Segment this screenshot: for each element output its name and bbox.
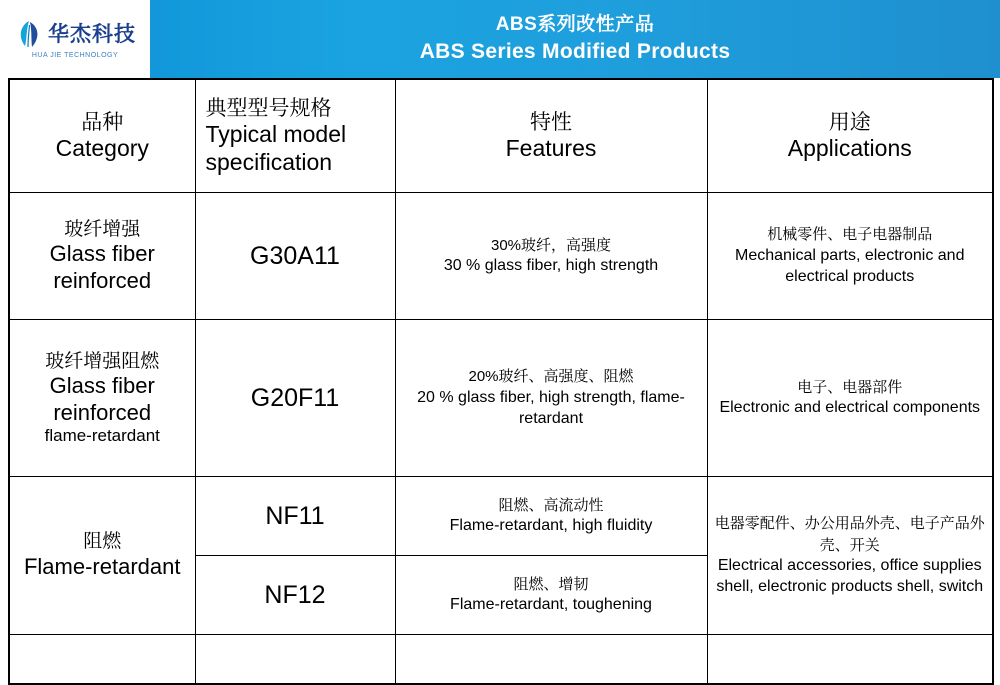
category-cn: 玻纤增强	[64, 218, 141, 240]
page-title-cn: ABS系列改性产品	[495, 14, 655, 35]
applications-en: Mechanical parts, electronic and electrical products	[735, 247, 965, 285]
cell-model: NF11	[195, 477, 395, 556]
features-cn: 阻燃、增韧	[513, 575, 589, 593]
cell-category	[9, 320, 195, 477]
features-cn: 20%玻纤、高强度、阻燃	[468, 368, 634, 386]
cell-applications	[707, 193, 993, 320]
spec-table-container	[0, 78, 1000, 656]
table-row	[9, 193, 993, 320]
cell-category	[9, 477, 195, 635]
column-header-model	[195, 79, 395, 193]
applications-en: Electrical accessories, office supplies shell, electronic products shell, switch	[716, 557, 984, 596]
features-en: Flame-retardant, high fluidity	[449, 517, 653, 535]
cell-model: NF12	[195, 556, 395, 635]
applications-cn: 电器零配件、办公用品外壳、电子产品外壳、开关	[714, 514, 985, 554]
cell-model: G30A11	[195, 193, 395, 320]
column-header-category-cn: 品种	[81, 110, 124, 134]
column-header-model-cn: 典型型号规格	[205, 96, 332, 120]
category-en-secondary: flame-retardant	[44, 426, 160, 446]
leaf-logo-icon	[14, 19, 44, 49]
table-row	[9, 320, 993, 477]
table-header-row	[9, 79, 993, 193]
page-title-en: ABS Series Modified Products	[419, 39, 731, 63]
header-title-block	[150, 0, 1000, 78]
column-header-category	[9, 79, 195, 193]
spec-table	[8, 78, 994, 685]
category-cn: 阻燃	[83, 531, 122, 553]
column-header-features-en: Features	[505, 134, 597, 161]
category-en: Flame-retardant	[23, 554, 181, 580]
cell-features	[395, 193, 707, 320]
features-en: 20 % glass fiber, high strength, flame-retardant	[417, 389, 685, 427]
category-cn: 玻纤增强阻燃	[45, 350, 160, 372]
features-en: 30 % glass fiber, high strength	[443, 257, 659, 275]
features-cn: 30%玻纤，高强度	[490, 236, 612, 254]
column-header-features-cn: 特性	[530, 110, 572, 134]
cell-features	[395, 477, 707, 556]
category-en: Glass fiber reinforced	[49, 373, 155, 425]
features-en: Flame-retardant, toughening	[450, 596, 652, 614]
features-cn: 阻燃、高流动性	[498, 496, 604, 514]
logo-name-cn: 华杰科技	[48, 22, 136, 46]
cell-model: G20F11	[195, 320, 395, 477]
column-header-category-en: Category	[55, 134, 149, 161]
cell-features	[395, 635, 707, 685]
table-row-partial	[9, 635, 993, 685]
logo-name-en: HUA JIE TECHNOLOGY	[31, 52, 119, 59]
category-en: Glass fiber reinforced	[49, 241, 155, 293]
column-header-features	[395, 79, 707, 193]
cell-features	[395, 556, 707, 635]
cell-applications	[707, 635, 993, 685]
applications-cn: 机械零件、电子电器制品	[767, 226, 933, 244]
cell-category	[9, 193, 195, 320]
cell-model	[195, 635, 395, 685]
table-row	[9, 477, 993, 556]
company-logo	[0, 0, 150, 78]
column-header-model-en: Typical model specification	[205, 121, 347, 175]
applications-en: Electronic and electrical components	[719, 399, 981, 417]
applications-cn: 电子、电器部件	[797, 378, 903, 396]
cell-applications	[707, 477, 993, 635]
column-header-applications-cn: 用途	[828, 110, 871, 134]
cell-features	[395, 320, 707, 477]
cell-applications	[707, 320, 993, 477]
column-header-applications	[707, 79, 993, 193]
cell-category	[9, 635, 195, 685]
page-header	[0, 0, 1000, 78]
column-header-applications-en: Applications	[787, 134, 912, 161]
